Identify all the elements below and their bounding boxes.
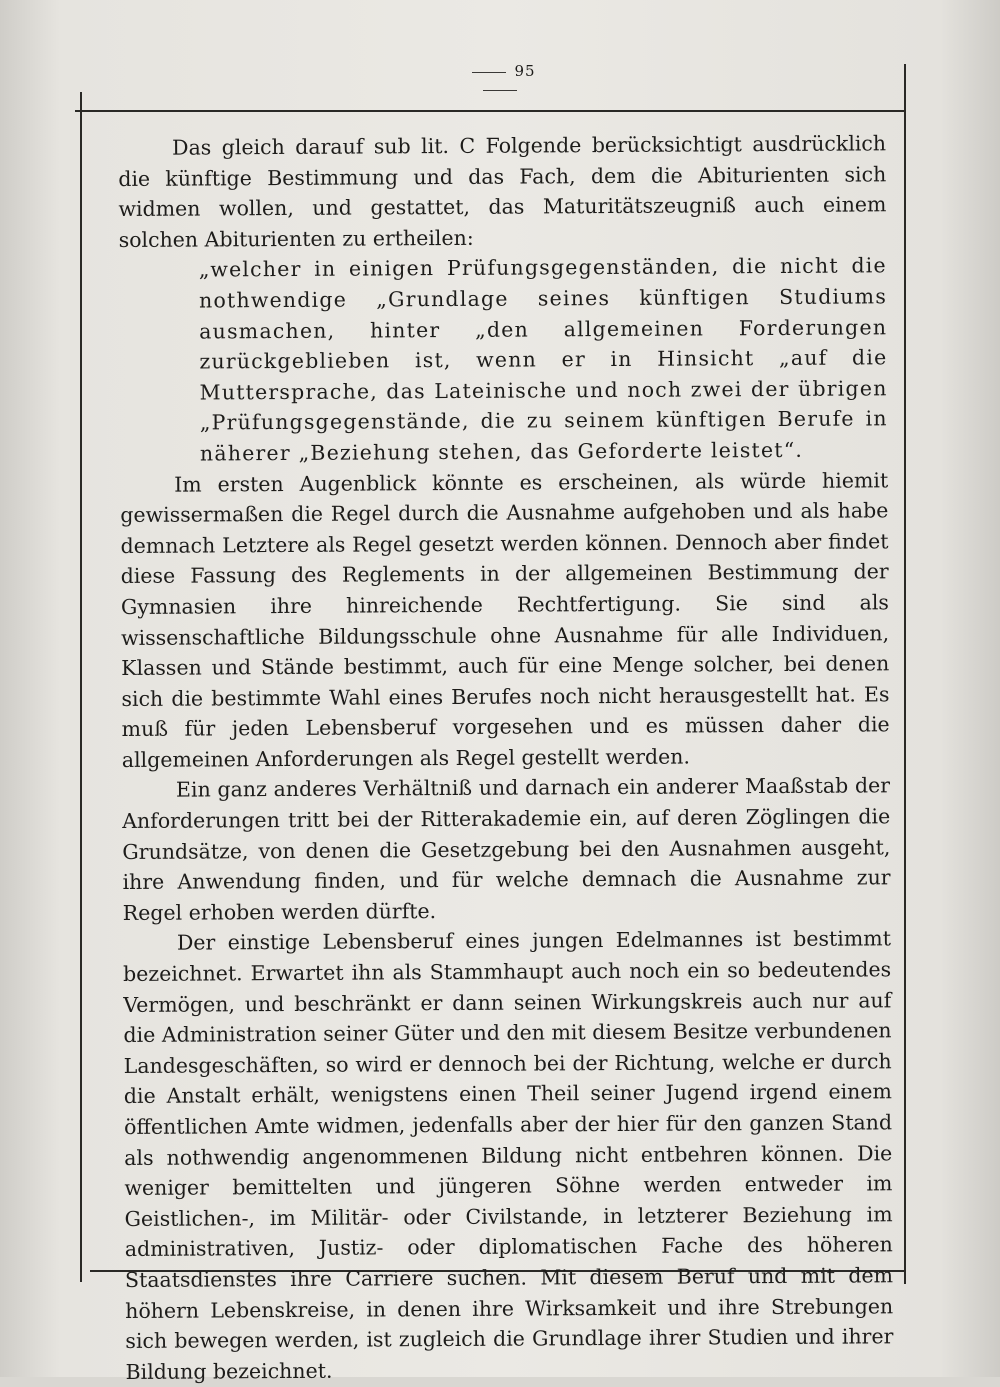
paragraph-lebensberuf: Der einstige Lebensberuf eines jungen Edelmannes ist bestimmt bezeichnet. Erwartet ihn als Stammhaupt auch noch ein so bedeutendes Vermögen, und beschränkt er dann seinen Wirkungskreis auch nur auf die Administration seiner Güter und den mit diesem Besitze verbundenen Landesgeschäften, so wird er dennoch bei der Richtung, welche er durch die Anstalt erhält, wenigstens einen Theil seiner Jugend irgend einem öffentlichen Amte widmen, jedenfalls aber der hier für den ganzen Stand als nothwendig angenommenen Bildung nicht entbehren können. Die weniger bemittelten und jüngeren Söhne werden entweder im Geistlichen-, im Militär- oder Civilstande, in letzterer Beziehung im administrativen, Justiz- oder diplomatischen Fache des höheren Staatsdienstes ihre Carriere suchen. Mit diesem Beruf und mit dem höhern Lebenskreise, in denen ihre Wirksamkeit und ihre Strebungen sich bewegen werden, ist zugleich die Grundlage ihrer Studien und ihrer Bildung bezeichnet. [123,926,894,1384]
paragraph-ritterakademie: Ein ganz anderes Verhältniß und darnach ein anderer Maaßstab der Anforderungen tritt bei der Ritterakademie ein, auf deren Zöglingen die Grundsätze, von denen die Gesetzgebung bei den Ausnahmen ausgeht, ihre Anwendung finden, und für welche demnach die Ausnahme zur Regel erhoben werden dürfte. [122,773,891,925]
paragraph-intro: Das gleich darauf sub lit. C Folgende berücksichtigt ausdrücklich die künftige Bestimmung und das Fach, dem die Abiturienten sich widmen wollen, und gestattet, das Maturitätszeugniß auch einem solchen Abiturienten zu ertheilen: [118,131,887,252]
frame-right-rule [904,64,906,1284]
quoted-regulation: „welcher in einigen Prüfungsgegenständen, die nicht die nothwendige „Grundlage seines künftigen Studiums ausmachen, hinter „den allgemeinen Forderungen zurückgeblieben ist, wenn er in Hinsicht „auf die Muttersprache, das Lateinische und noch zwei der übrigen „Prüfungsgegenstände, die zu seinem künftigen Berufe in näherer „Beziehung stehen, das Geforderte leistet“. [198,253,888,466]
page-number-right-rule [483,90,517,91]
frame-top-rule [75,110,905,112]
paragraph-gymnasium: Im ersten Augenblick könnte es erscheinen, als würde hiemit gewissermaßen die Regel durch die Ausnahme aufgehoben und als habe demnach Letztere als Regel gesetzt werden können. Dennoch aber findet diese Fassung des Reglements in der allgemeinen Bestimmung der Gymnasien ihre hinreichende Rechtfertigung. Sie sind als wissenschaftliche Bildungsschule ohne Ausnahme für alle Individuen, Klassen und Stände bestimmt, auch für eine Menge solcher, bei denen sich die bestimmte Wahl eines Berufes noch nicht herausgestellt hat. Es muß für jeden Lebensberuf vorgesehen und es müssen daher die allgemeinen Anforderungen als Regel gestellt werden. [120,467,890,772]
frame-left-rule [80,92,82,1282]
page-number [440,62,560,98]
page-number-text: 95 [514,62,536,80]
body-text [118,128,894,1387]
page-number-left-rule [472,72,506,73]
